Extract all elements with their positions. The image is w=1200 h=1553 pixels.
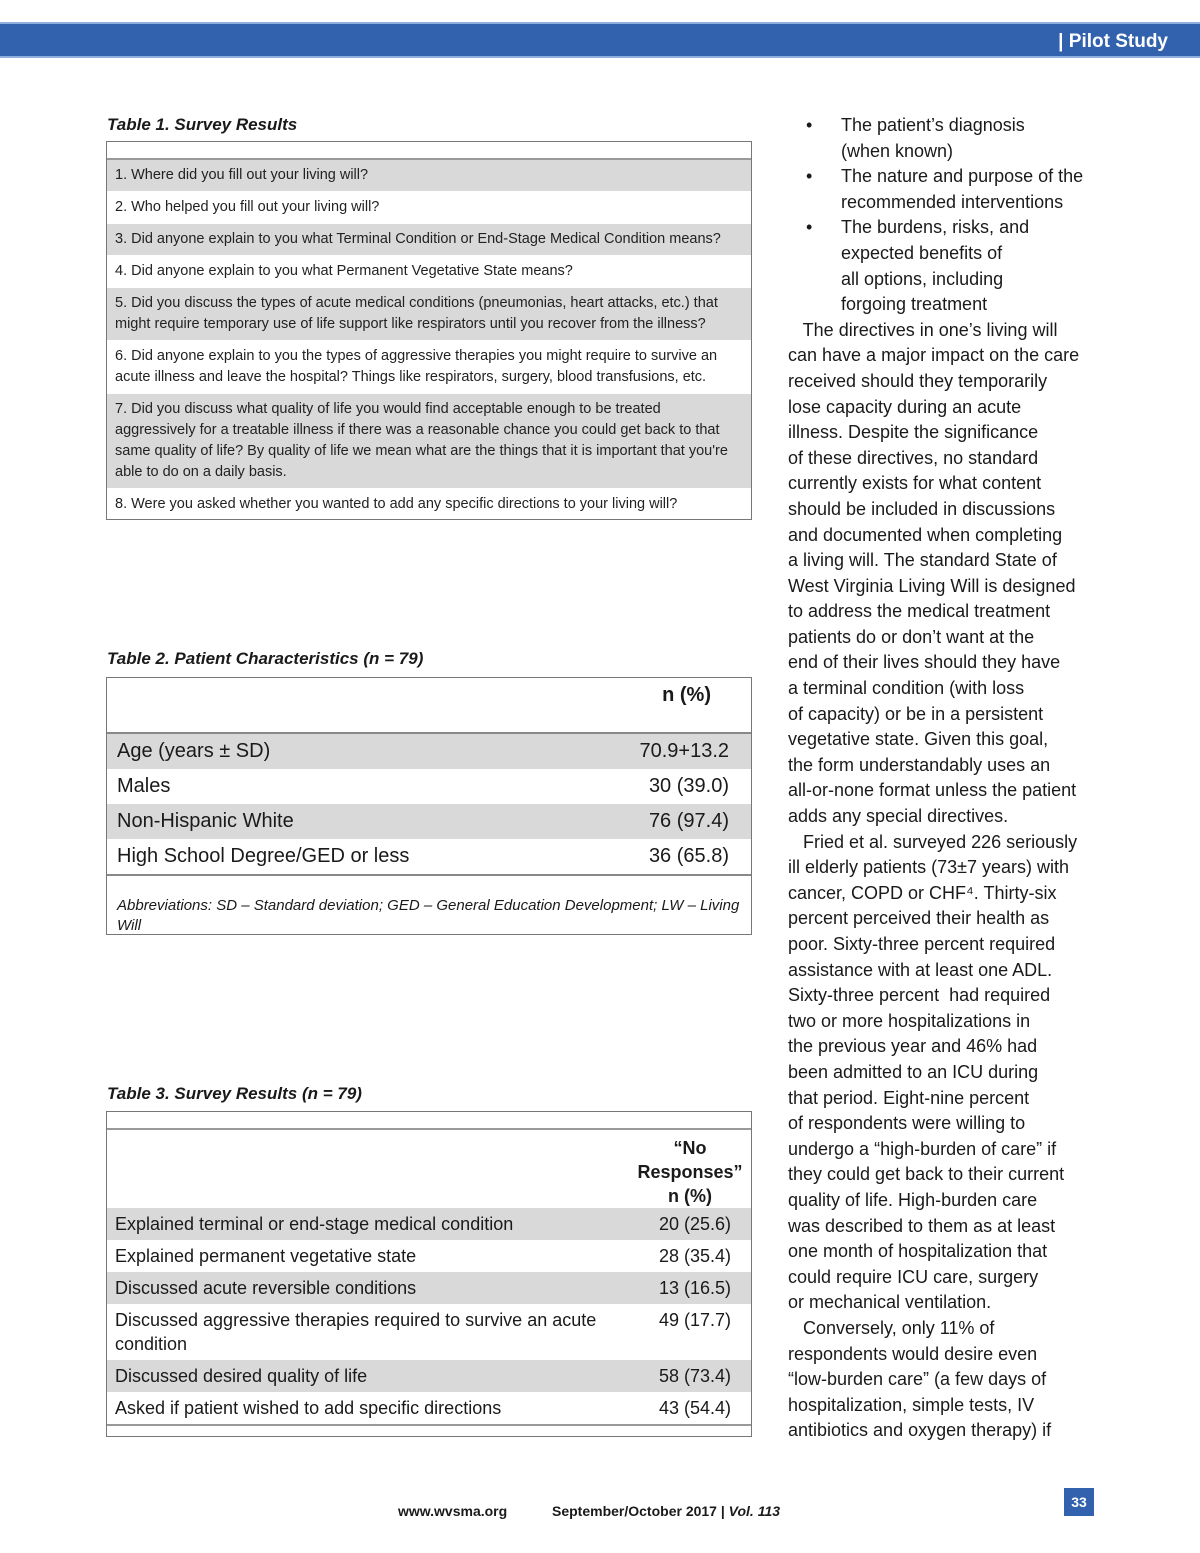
body-line: should be included in discussions (788, 498, 1056, 519)
table1-row: 8. Were you asked whether you wanted to add any specific directions to your living will? (107, 489, 751, 521)
bullet-line: (when known) (841, 140, 954, 161)
body-line: all-or-none format unless the patient (788, 780, 1077, 801)
body-text-column (788, 113, 1108, 1444)
row-label: Explained permanent vegetative state (115, 1246, 417, 1266)
body-line: end of their lives should they have (788, 652, 1061, 673)
table3-col-header-1: “No (673, 1138, 707, 1158)
bullet-item (788, 113, 1108, 164)
table1-row: 2. Who helped you fill out your living will? (107, 192, 751, 224)
bullet-icon: • (806, 217, 813, 238)
body-line: of respondents were willing to (788, 1113, 1026, 1134)
body-line: received should they temporarily (788, 370, 1048, 391)
body-line: been admitted to an ICU during (788, 1061, 1039, 1082)
body-line: can have a major impact on the care (788, 345, 1080, 366)
table3-row (107, 1360, 751, 1392)
body-line: of capacity) or be in a persistent (788, 703, 1044, 724)
bullet-line: The nature and purpose of the (841, 166, 1084, 187)
table3-col-header-2: Responses” (637, 1162, 743, 1182)
table1-row: 1. Where did you fill out your living will? (107, 160, 751, 192)
body-line: or mechanical ventilation. (788, 1292, 992, 1313)
body-line: cancer, COPD or CHF⁴. Thirty-six (788, 882, 1057, 903)
section-header-bar (0, 22, 1200, 58)
footer-volume: Vol. 113 (728, 1503, 781, 1519)
table2-row (107, 839, 751, 874)
body-line: quality of life. High-burden care (788, 1189, 1038, 1210)
row-value: 76 (97.4) (648, 810, 729, 832)
table3-row (107, 1208, 751, 1240)
table2-caption: Table 2. Patient Characteristics (n = 79) (107, 649, 424, 668)
row-value: 13 (16.5) (658, 1278, 731, 1298)
bullet-item (788, 215, 1108, 317)
body-line: illness. Despite the significance (788, 422, 1039, 443)
table1-row: 5. Did you discuss the types of acute medical conditions (pneumonias, heart attacks, etc.) that might require temporary use of life support like respirators until you recover from the illness? (107, 288, 751, 341)
row-label: Discussed aggressive therapies required to survive an acute condition (115, 1310, 597, 1354)
table1-row: 7. Did you discuss what quality of life you would find acceptable enough to be treated aggressively for a treatable illness if there was a reasonable chance you could get back to that same quality of life? By quality of life we mean what are the things that it is important that you're able to do on a daily basis. (107, 394, 751, 489)
bullet-line: all options, including (841, 268, 1004, 289)
body-line: assistance with at least one ADL. (788, 959, 1053, 980)
body-line: the form understandably uses an (788, 754, 1051, 775)
body-line: a living will. The standard State of (788, 550, 1057, 571)
row-label: Discussed desired quality of life (115, 1366, 368, 1386)
bullet-line: The patient’s diagnosis (841, 115, 1025, 135)
row-value: 58 (73.4) (658, 1366, 731, 1386)
body-line: poor. Sixty-three percent required (788, 934, 1056, 954)
bullet-line: recommended interventions (841, 191, 1064, 212)
page-number: 33 (1064, 1488, 1094, 1516)
row-value: 20 (25.6) (658, 1214, 731, 1234)
body-line: respondents would desire even (788, 1343, 1038, 1364)
body-line: percent perceived their health as (788, 908, 1050, 929)
body-line: currently exists for what content (788, 473, 1042, 494)
row-label: Discussed acute reversible conditions (115, 1278, 417, 1298)
table1-caption: Table 1. Survey Results (107, 115, 298, 134)
table3-caption: Table 3. Survey Results (n = 79) (107, 1084, 362, 1103)
body-line: that period. Eight-nine percent (788, 1087, 1030, 1108)
row-label: Non-Hispanic White (117, 810, 294, 832)
body-line: Conversely, only 11% of (788, 1317, 995, 1338)
body-line: of these directives, no standard (788, 447, 1039, 468)
body-line: adds any special directives. (788, 806, 1009, 827)
body-line: one month of hospitalization that (788, 1241, 1048, 1262)
row-value: 36 (65.8) (648, 845, 729, 867)
bullet-line: forgoing treatment (841, 294, 988, 315)
body-line: was described to them as at least (788, 1215, 1056, 1236)
row-label: Asked if patient wished to add specific directions (115, 1398, 502, 1418)
bullet-icon: • (806, 115, 813, 135)
body-line: ill elderly patients (73±7 years) with (788, 857, 1069, 878)
table2-col-header: n (%) (662, 684, 711, 706)
table3-row (107, 1240, 751, 1272)
table1-row: 6. Did anyone explain to you the types of aggressive therapies you might require to survive an acute illness and leave the hospital? Things like respirators, surgery, blood transfusions, etc. (107, 341, 751, 394)
bullet-icon: • (806, 166, 813, 187)
row-label: Explained terminal or end-stage medical condition (115, 1214, 514, 1234)
table3 (106, 1111, 752, 1437)
table2-row (107, 734, 751, 769)
body-line: Sixty-three percent had required (788, 985, 1051, 1006)
body-line: to address the medical treatment (788, 601, 1051, 622)
bullet-item (788, 164, 1108, 215)
body-line: the previous year and 46% had (788, 1036, 1038, 1057)
body-line: vegetative state. Given this goal, (788, 729, 1049, 750)
table3-row (107, 1272, 751, 1304)
table2 (106, 677, 752, 935)
body-line: “low-burden care” (a few days of (788, 1369, 1047, 1390)
bullet-line: expected benefits of (841, 242, 1003, 263)
table3-row (107, 1304, 751, 1360)
row-value: 70.9+13.2 (639, 740, 729, 762)
body-line: and documented when completing (788, 524, 1063, 545)
table1-row: 3. Did anyone explain to you what Terminal Condition or End-Stage Medical Condition means? (107, 224, 751, 256)
row-value: 49 (17.7) (658, 1310, 731, 1330)
table2-row (107, 804, 751, 839)
body-line: antibiotics and oxygen therapy) if (788, 1420, 1052, 1441)
row-value: 30 (39.0) (648, 775, 729, 797)
row-value: 28 (35.4) (658, 1246, 731, 1266)
body-line: undergo a “high-burden of care” if (788, 1138, 1057, 1159)
body-line: hospitalization, simple tests, IV (788, 1394, 1035, 1415)
table1 (106, 141, 752, 520)
body-line: a terminal condition (with loss (788, 678, 1025, 699)
body-line: Fried et al. surveyed 226 seriously (788, 831, 1078, 852)
footer-issue: September/October 2017 | (552, 1503, 725, 1519)
row-label: High School Degree/GED or less (117, 845, 410, 867)
table3-row (107, 1392, 751, 1424)
bullet-line: The burdens, risks, and (841, 217, 1030, 238)
body-line: they could get back to their current (788, 1164, 1065, 1185)
body-line: could require ICU care, surgery (788, 1266, 1039, 1287)
row-value: 43 (54.4) (658, 1398, 731, 1418)
section-title: | Pilot Study (1058, 31, 1168, 52)
body-line: patients do or don’t want at the (788, 626, 1035, 647)
table2-row (107, 769, 751, 804)
table3-col-header-3: n (%) (668, 1186, 712, 1206)
row-label: Age (years ± SD) (117, 740, 271, 762)
footer-url: www.wvsma.org (398, 1503, 508, 1519)
row-label: Males (117, 775, 171, 797)
body-line: West Virginia Living Will is designed (788, 575, 1076, 596)
body-line: two or more hospitalizations in (788, 1010, 1031, 1031)
body-line: lose capacity during an acute (788, 396, 1022, 417)
table2-footnote: Abbreviations: SD – Standard deviation; GED – General Education Development; LW – Living Will (117, 897, 740, 934)
body-line: The directives in one’s living will (788, 319, 1058, 340)
table1-row: 4. Did anyone explain to you what Permanent Vegetative State means? (107, 256, 751, 288)
